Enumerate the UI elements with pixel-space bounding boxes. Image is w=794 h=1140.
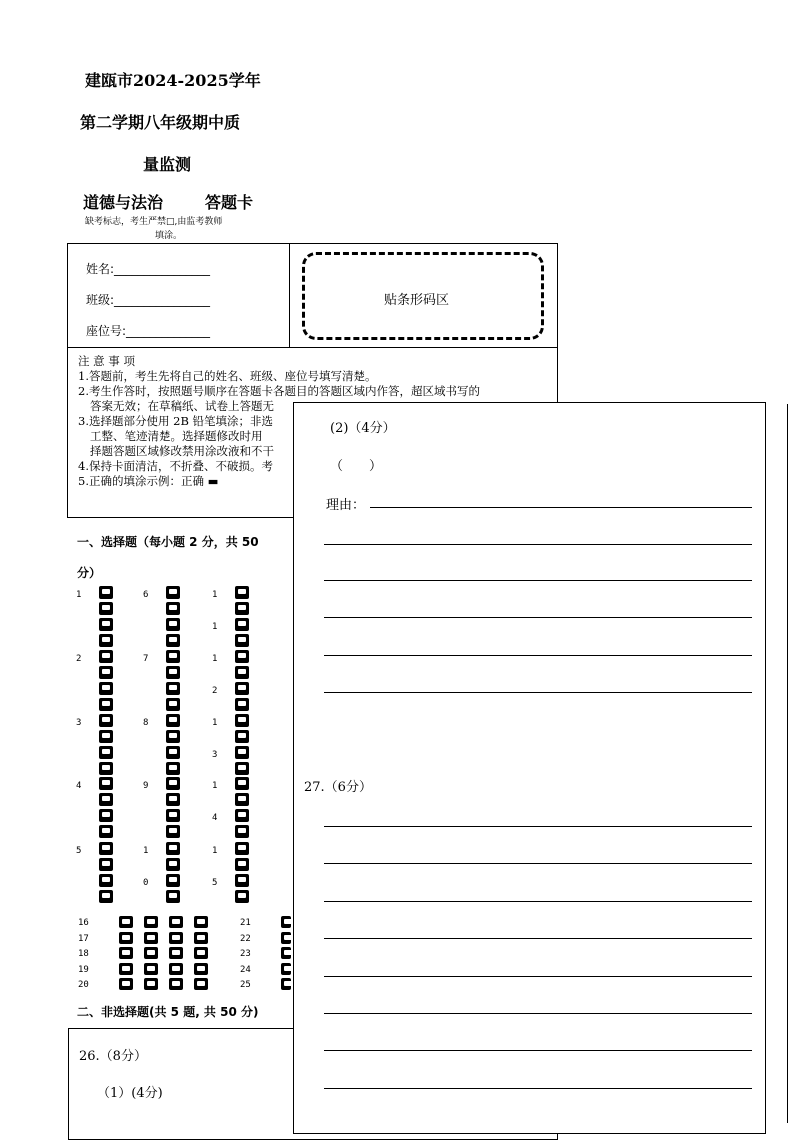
- absent-text-2: ,由监考教师: [174, 217, 223, 227]
- answer-bubble[interactable]: [235, 698, 249, 711]
- exam-title-line3: 量监测: [143, 155, 192, 174]
- answer-bubble[interactable]: [99, 698, 113, 711]
- answer-bubble[interactable]: [281, 947, 291, 959]
- answer-bubble[interactable]: [169, 932, 183, 944]
- question-number: 9: [143, 781, 149, 791]
- answer-line[interactable]: [324, 692, 752, 693]
- answer-bubble[interactable]: [99, 618, 113, 631]
- question-number: 3: [76, 718, 82, 728]
- answer-bubble[interactable]: [235, 634, 249, 647]
- exam-title-line1: 建瓯市2024-2025学年: [85, 71, 261, 90]
- question-number: 23: [240, 949, 251, 959]
- answer-bubble[interactable]: [166, 666, 180, 679]
- answer-bubble[interactable]: [235, 730, 249, 743]
- answer-bubble[interactable]: [235, 874, 249, 887]
- barcode-label: 贴条形码区: [384, 293, 450, 308]
- answer-line[interactable]: [324, 826, 752, 827]
- q27-label: 27.（6分）: [304, 780, 372, 795]
- answer-bubble[interactable]: [99, 809, 113, 822]
- question-number: 1: [212, 622, 218, 632]
- answer-bubble[interactable]: [235, 777, 249, 790]
- answer-bubble[interactable]: [235, 714, 249, 727]
- answer-bubble[interactable]: [235, 618, 249, 631]
- answer-bubble[interactable]: [235, 890, 249, 903]
- answer-bubble[interactable]: [169, 978, 183, 990]
- answer-bubble[interactable]: [166, 714, 180, 727]
- question-number: 1: [143, 846, 149, 856]
- answer-line[interactable]: [324, 901, 752, 902]
- absent-text-1: 缺考标志，考生严禁: [85, 217, 167, 227]
- answer-bubble[interactable]: [99, 777, 113, 790]
- answer-bubble[interactable]: [166, 777, 180, 790]
- answer-bubble[interactable]: [119, 978, 133, 990]
- answer-bubble[interactable]: [99, 842, 113, 855]
- answer-bubble[interactable]: [235, 793, 249, 806]
- answer-bubble[interactable]: [144, 963, 158, 975]
- page-edge: [787, 404, 788, 1123]
- answer-bubble[interactable]: [99, 874, 113, 887]
- choice-grid: [0, 0, 300, 1000]
- answer-bubble[interactable]: [281, 963, 291, 975]
- class-field[interactable]: 班级:________________: [86, 293, 211, 307]
- answer-bubble[interactable]: [99, 825, 113, 838]
- note-item: 4.保持卡面清洁，不折叠、不破损。考: [78, 459, 273, 473]
- answer-bubble[interactable]: [194, 963, 208, 975]
- question-number: 21: [240, 918, 251, 928]
- answer-bubble[interactable]: [166, 874, 180, 887]
- question-number: 20: [78, 980, 89, 990]
- question-number: 7: [143, 654, 149, 664]
- question-number: 16: [78, 918, 89, 928]
- answer-bubble[interactable]: [166, 730, 180, 743]
- section2-title: 二、非选择题(共 5 题, 共 50 分): [77, 1005, 259, 1019]
- answer-bubble[interactable]: [99, 746, 113, 759]
- answer-bubble[interactable]: [235, 809, 249, 822]
- q26-label: 26.（8分）: [79, 1049, 147, 1064]
- note-item: 5.正确的填涂示例：正确 ▬: [78, 474, 219, 488]
- answer-line: [558, 1050, 752, 1051]
- answer-bubble[interactable]: [235, 762, 249, 775]
- answer-line: [558, 1088, 752, 1089]
- question-number: 2: [76, 654, 82, 664]
- answer-bubble[interactable]: [235, 682, 249, 695]
- reason-label: 理由：: [326, 498, 366, 513]
- question-number: 4: [76, 781, 82, 791]
- answer-bubble[interactable]: [281, 978, 291, 990]
- answer-bubble[interactable]: [166, 890, 180, 903]
- question-number: 5: [212, 878, 218, 888]
- answer-bubble[interactable]: [99, 650, 113, 663]
- answer-bubble[interactable]: [99, 730, 113, 743]
- note-item: 工整、笔迹清楚。选择题修改时用: [90, 429, 263, 443]
- note-item: 择题答题区域修改禁用涂改液和不干: [90, 444, 274, 458]
- question-number: 1: [212, 654, 218, 664]
- answer-bubble[interactable]: [166, 682, 180, 695]
- answer-line[interactable]: [324, 580, 752, 581]
- answer-bubble[interactable]: [166, 809, 180, 822]
- card-title: 答题卡: [205, 193, 254, 212]
- subject-title: 道德与法治: [83, 193, 164, 212]
- answer-bubble[interactable]: [166, 602, 180, 615]
- answer-bubble[interactable]: [99, 890, 113, 903]
- answer-line[interactable]: [324, 655, 752, 656]
- answer-bubble[interactable]: [99, 714, 113, 727]
- answer-bubble[interactable]: [99, 666, 113, 679]
- answer-bubble[interactable]: [119, 947, 133, 959]
- question-number: 2: [212, 686, 218, 696]
- answer-bubble[interactable]: [194, 932, 208, 944]
- note-item: 1.答题前，考生先将自己的姓名、班级、座位号填写清楚。: [78, 369, 377, 383]
- choice-paren[interactable]: （ ）: [330, 459, 383, 474]
- absent-box[interactable]: □: [166, 217, 175, 227]
- absent-text-3: 填涂。: [155, 231, 183, 241]
- answer-bubble[interactable]: [194, 978, 208, 990]
- answer-bubble[interactable]: [281, 932, 291, 944]
- question-number: 1: [212, 781, 218, 791]
- answer-bubble[interactable]: [194, 947, 208, 959]
- answer-bubble[interactable]: [99, 682, 113, 695]
- answer-panel: [293, 402, 766, 1134]
- answer-line[interactable]: [324, 617, 752, 618]
- answer-bubble[interactable]: [166, 746, 180, 759]
- question-number: 1: [212, 718, 218, 728]
- seat-field[interactable]: 座位号:______________: [86, 324, 211, 338]
- answer-bubble[interactable]: [235, 586, 249, 599]
- answer-bubble[interactable]: [235, 746, 249, 759]
- answer-bubble[interactable]: [119, 963, 133, 975]
- notes-heading: 注 意 事 项: [78, 354, 135, 368]
- answer-bubble[interactable]: [166, 698, 180, 711]
- answer-bubble[interactable]: [99, 793, 113, 806]
- answer-bubble[interactable]: [99, 586, 113, 599]
- answer-bubble[interactable]: [166, 586, 180, 599]
- answer-bubble[interactable]: [166, 825, 180, 838]
- answer-bubble[interactable]: [99, 762, 113, 775]
- exam-title-line2: 第二学期八年级期中质: [80, 113, 241, 132]
- question-number: 8: [143, 718, 149, 728]
- answer-bubble[interactable]: [169, 947, 183, 959]
- question-number: 6: [143, 590, 149, 600]
- answer-line[interactable]: [324, 863, 752, 864]
- answer-bubble[interactable]: [235, 602, 249, 615]
- question-number: 25: [240, 980, 251, 990]
- question-number: 1: [212, 590, 218, 600]
- q26-sub1: （1）(4分): [97, 1086, 163, 1101]
- answer-bubble[interactable]: [166, 634, 180, 647]
- answer-bubble[interactable]: [144, 916, 158, 928]
- answer-bubble[interactable]: [169, 963, 183, 975]
- answer-bubble[interactable]: [166, 618, 180, 631]
- note-item: 3.选择题部分使用 2B 铅笔填涂；非选: [78, 414, 274, 428]
- note-item: 2.考生作答时，按照题号顺序在答题卡各题目的答题区域内作答，超区域书写的: [78, 384, 480, 398]
- answer-bubble[interactable]: [235, 825, 249, 838]
- answer-bubble[interactable]: [281, 916, 291, 928]
- answer-line[interactable]: [324, 976, 752, 977]
- answer-bubble[interactable]: [166, 842, 180, 855]
- answer-bubble[interactable]: [235, 650, 249, 663]
- answer-bubble[interactable]: [235, 666, 249, 679]
- answer-bubble[interactable]: [235, 858, 249, 871]
- q26-sub2: (2)（4分）: [330, 421, 396, 436]
- answer-bubble[interactable]: [166, 858, 180, 871]
- question-number: 24: [240, 964, 251, 975]
- note-item: 答案无效；在草稿纸、试卷上答题无: [90, 399, 274, 413]
- question-number: 1: [76, 590, 82, 600]
- name-field[interactable]: 姓名:________________: [86, 262, 211, 276]
- answer-bubble[interactable]: [166, 793, 180, 806]
- question-number: 22: [240, 933, 251, 944]
- question-number: 5: [76, 846, 82, 856]
- answer-bubble[interactable]: [99, 602, 113, 615]
- answer-bubble[interactable]: [99, 634, 113, 647]
- answer-bubble[interactable]: [99, 858, 113, 871]
- answer-line[interactable]: [324, 938, 752, 939]
- question-number: 4: [212, 813, 218, 823]
- question-number: 1: [212, 846, 218, 856]
- question-number: 17: [78, 933, 89, 944]
- answer-bubble[interactable]: [194, 916, 208, 928]
- answer-bubble[interactable]: [166, 650, 180, 663]
- question-number: 3: [212, 750, 218, 760]
- section1-title: 一、选择题（每小题 2 分，共 50: [77, 535, 259, 549]
- section1-title-cont: 分）: [77, 566, 102, 580]
- question-number: 19: [78, 964, 89, 975]
- answer-line[interactable]: [370, 507, 752, 508]
- answer-bubble[interactable]: [119, 916, 133, 928]
- answer-line[interactable]: [324, 544, 752, 545]
- answer-bubble[interactable]: [144, 947, 158, 959]
- answer-bubble[interactable]: [119, 932, 133, 944]
- answer-bubble[interactable]: [235, 842, 249, 855]
- answer-bubble[interactable]: [169, 916, 183, 928]
- answer-bubble[interactable]: [144, 978, 158, 990]
- answer-bubble[interactable]: [166, 762, 180, 775]
- question-number: 0: [143, 878, 149, 888]
- answer-bubble[interactable]: [144, 932, 158, 944]
- question-number: 18: [78, 949, 89, 959]
- answer-line[interactable]: [324, 1013, 752, 1014]
